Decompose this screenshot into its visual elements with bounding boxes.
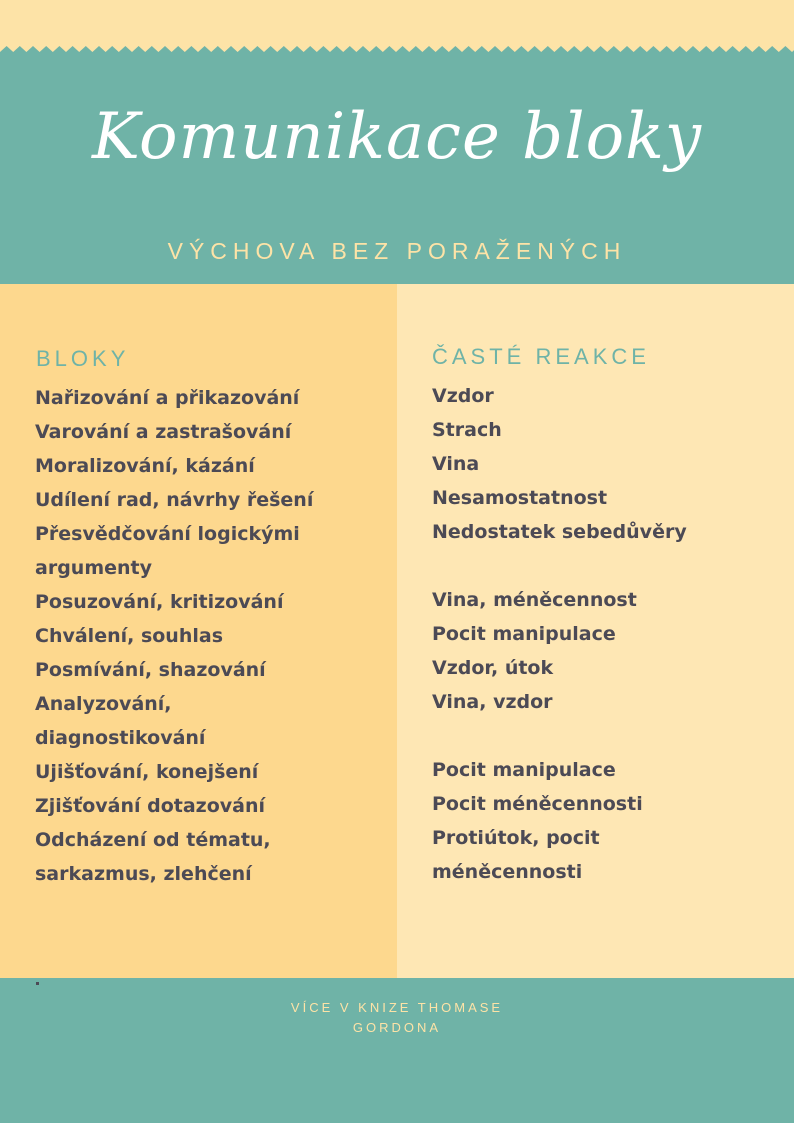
footer-line-2: GORDONA	[352, 1020, 442, 1035]
page-subtitle: VÝCHOVA BEZ PORAŽENÝCH	[167, 238, 627, 264]
stray-dot	[36, 982, 39, 985]
reaction-item	[432, 549, 782, 583]
block-item: Zjišťování dotazování	[35, 795, 266, 817]
reaction-item: Nedostatek sebedůvěry	[432, 521, 687, 543]
reaction-item: Vina, vzdor	[432, 691, 553, 713]
blocks-list	[35, 381, 385, 891]
block-item: Nařizování a přikazování	[35, 387, 300, 409]
block-item: Chválení, souhlas	[35, 625, 224, 647]
block-item: Posmívání, shazování	[35, 659, 266, 681]
reactions-list	[432, 379, 782, 889]
reaction-item	[432, 719, 782, 753]
footer-text	[0, 998, 794, 1038]
footer-line-1: VÍCE V KNIZE THOMASE	[290, 1000, 504, 1015]
block-item: Moralizování, kázání	[35, 455, 255, 477]
page-title: Komunikace bloky	[91, 100, 703, 174]
block-item: Posuzování, kritizování	[35, 591, 284, 613]
reaction-item: Nesamostatnost	[432, 487, 608, 509]
block-item: Varování a zastrašování	[35, 421, 292, 443]
block-item: Analyzování, diagnostikování	[35, 693, 206, 749]
block-item: Udílení rad, návrhy řešení	[35, 489, 314, 511]
reaction-item: Strach	[432, 419, 502, 441]
block-item: Přesvědčování logickými argumenty	[35, 523, 300, 579]
block-item: Ujišťování, konejšení	[35, 761, 259, 783]
reaction-item: Pocit manipulace	[432, 623, 616, 645]
left-column-heading: BLOKY	[36, 346, 130, 371]
reaction-item: Protiútok, pocit méněcennosti	[432, 827, 600, 883]
reaction-item: Vzdor	[432, 385, 494, 407]
block-item: Odcházení od tématu, sarkazmus, zlehčení	[35, 829, 271, 885]
right-column-heading: ČASTÉ REAKCE	[432, 344, 650, 369]
reaction-item: Vzdor, útok	[432, 657, 554, 679]
reaction-item: Pocit manipulace	[432, 759, 616, 781]
reaction-item: Vina	[432, 453, 480, 475]
reaction-item: Pocit méněcennosti	[432, 793, 643, 815]
reaction-item: Vina, méněcennost	[432, 589, 637, 611]
zigzag-border	[0, 46, 794, 62]
